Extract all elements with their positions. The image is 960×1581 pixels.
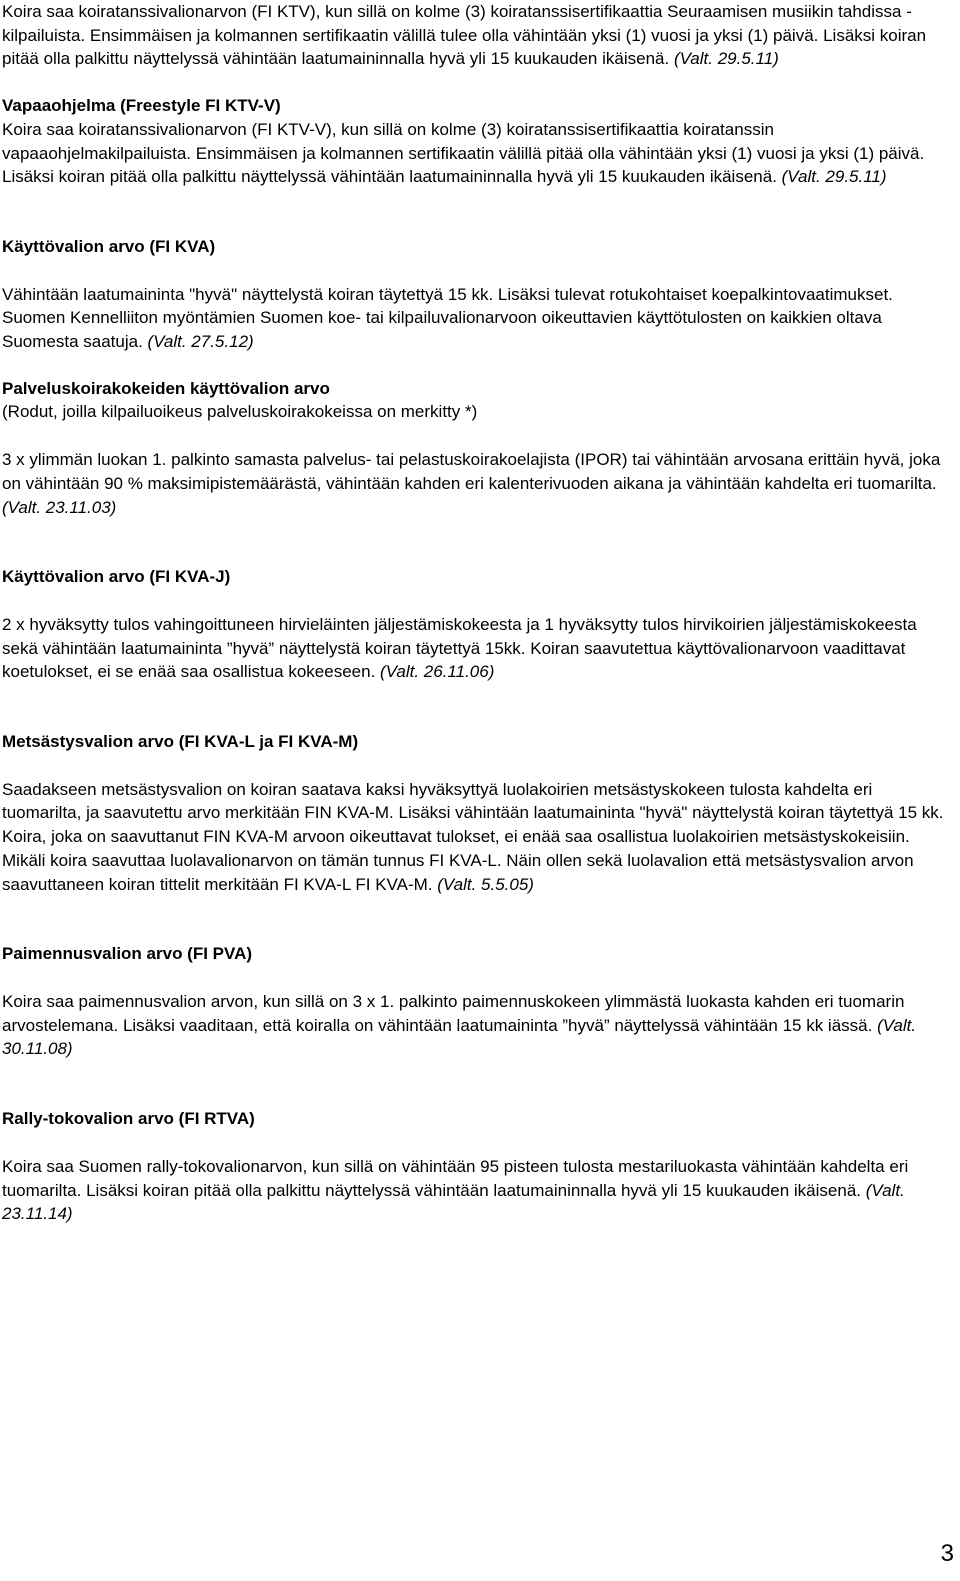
section-heading-ktv-v: Vapaaohjelma (Freestyle FI KTV-V): [2, 96, 281, 116]
section-heading-metsastys: Metsästysvalion arvo (FI KVA-L ja FI KVA-M): [2, 732, 359, 752]
ktv-v-valt-date: (Valt. 29.5.11): [781, 167, 887, 187]
section-body-pva: [2, 990, 950, 1061]
document-page: [2, 0, 954, 1567]
metsastys-valt-date: (Valt. 5.5.05): [437, 874, 534, 894]
section-subheading-palvelus: (Rodut, joilla kilpailuoikeus palveluskoirakokeissa on merkitty *): [2, 402, 478, 422]
kva-text: Vähintään laatumaininta "hyvä" näyttelystä koiran täytettyä 15 kk. Lisäksi tulevat rotukohtaiset koepalkintovaatimukset. Suomen Kennelliiton myöntämien Suomen koe- tai kilpailuvalionarvoon oikeuttavien käyttötulosten on kaikkien oltava Suomesta saatuja.: [2, 284, 893, 352]
rtva-valt-date: (Valt. 23.11.14): [2, 1180, 905, 1224]
ktv-v-text: Koira saa koiratanssivalionarvon (FI KTV-V), kun sillä on kolme (3) koiratanssisertifikaattia koiratanssin vapaaohjelmakilpailuista. Ensimmäisen ja kolmannen sertifikaatin välillä pitää olla vähintään yksi (1) vuosi ja yksi (1) päivä. Lisäksi koiran pitää olla palkittu näyttelyssä vähintään laatumaininnalla hyvä yli 15 kuukauden ikäisenä.: [2, 119, 925, 187]
metsastys-text: Saadakseen metsästysvalion on koiran saatava kaksi hyväksyttyä luolakoirien metsästyskokeen tulosta kahdelta eri tuomarilta, ja saavutettu arvo merkitään FIN KVA-M. Lisäksi vähintään laatumaininta "hyvä" näyttelystä koiran täytettyä 15 kk. Koira, joka on saavuttanut FIN KVA-M arvoon oikeuttavat tulokset, ei enää saa osallistua luolakoirien metsästyskokeisiin. Mikäli koira saavuttaa luolavalionarvon on tämän tunnus FI KVA-L. Näin ollen sekä luolavalion että metsästysvalion arvon saavuttaneen koiran tittelit merkitään FI KVA-L FI KVA-M.: [2, 779, 944, 894]
section-body-metsastys: [2, 778, 950, 897]
section-body-kva: [2, 283, 950, 354]
rtva-text: Koira saa Suomen rally-tokovalionarvon, kun sillä on vähintään 95 pisteen tulosta mestariluokasta vähintään kahdelta eri tuomarilta. Lisäksi koiran pitää olla palkittu näyttelyssä vähintään laatumaininnalla hyvä yli 15 kuukauden ikäisenä.: [2, 1156, 909, 1200]
pva-valt-date: (Valt. 30.11.08): [2, 1015, 917, 1059]
section-body-rtva: [2, 1155, 950, 1226]
section-body-kva-j: [2, 613, 950, 684]
intro-valt-date: (Valt. 29.5.11): [673, 49, 779, 69]
section-heading-palvelus: Palveluskoirakokeiden käyttövalion arvo: [2, 378, 330, 398]
section-heading-pva: Paimennusvalion arvo (FI PVA): [2, 944, 253, 964]
section-heading-kva-j: Käyttövalion arvo (FI KVA-J): [2, 567, 231, 587]
kva-valt-date: (Valt. 27.5.12): [147, 332, 254, 352]
section-body-ktv-v: [2, 118, 950, 189]
section-body-palvelus: [2, 448, 950, 519]
section-heading-rtva: Rally-tokovalion arvo (FI RTVA): [2, 1109, 255, 1129]
kva-j-valt-date: (Valt. 26.11.06): [380, 662, 495, 682]
intro-paragraph: [2, 0, 950, 71]
section-heading-kva: Käyttövalion arvo (FI KVA): [2, 236, 216, 256]
intro-text: Koira saa koiratanssivalionarvon (FI KTV), kun sillä on kolme (3) koiratanssisertifikaattia Seuraamisen musiikin tahdissa -kilpailuista. Ensimmäisen ja kolmannen sertifikaatin välillä tulee olla vähintään yksi (1) vuosi ja yksi (1) päivä. Lisäksi koiran pitää olla palkittu näyttelyssä vähintään laatumaininnalla hyvä yli 15 kuukauden ikäisenä.: [2, 2, 927, 69]
palvelus-valt-date: (Valt. 23.11.03): [2, 497, 117, 517]
pva-text: Koira saa paimennusvalion arvon, kun sillä on 3 x 1. palkinto paimennuskokeen ylimmästä luokasta kahden eri tuomarin arvostelemana. Lisäksi vaaditaan, että koiralla on vähintään laatumaininta ”hyvä” näyttelyssä vähintään 15 kk iässä.: [2, 991, 905, 1035]
page-number: 3: [940, 1540, 954, 1567]
kva-j-text: 2 x hyväksytty tulos vahingoittuneen hirvieläinten jäljestämiskokeesta ja 1 hyväksytty tulos hirvikoirien jäljestämiskokeesta sekä vähintään laatumaininta ”hyvä” näyttelystä koiran täytettyä 15kk. Koiran saavutettua käyttövalionarvoon vaadittavat koetulokset, ei se enää saa osallistua kokeeseen.: [2, 614, 917, 682]
palvelus-text: 3 x ylimmän luokan 1. palkinto samasta palvelus- tai pelastuskoirakoelajista (IPOR) tai vähintään arvosana erittäin hyvä, joka on vähintään 90 % maksimipistemäärästä, vähintään kahden eri kalenterivuoden aikana ja vähintään kahdelta eri tuomarilta.: [2, 450, 941, 493]
